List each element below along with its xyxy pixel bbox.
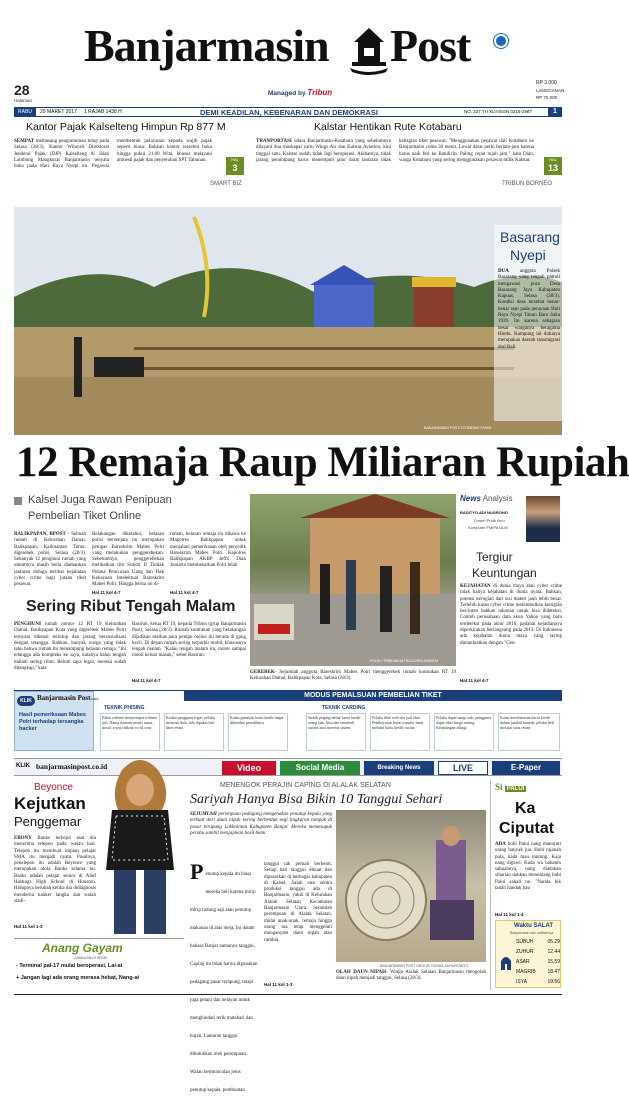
anang-line-2: + Jangan lagi ada orang merasa hebat, Nang-ai xyxy=(16,975,140,981)
sidebar-jump[interactable]: Hal 11 kol 1-4 xyxy=(495,912,524,917)
teaser-1-title[interactable]: Kantor Pajak Kalselteng Himpun Rp 877 M xyxy=(26,121,226,133)
feature-body: anggota Polsek Basarang yang tengah patroli mengawasi pura Desa Basarang Jaya Kabupaten Kapuas, Selasa (28/3). Kondisi desa tersebut benar-benar sepi pada perayaan Hari Raya Nyepi Tahun Baru Saka 1939. Ini karena sebagian besar warganya beragama Hindu. Kampung ini dulunya merupakan daerah tansmigrasi dari Bali. xyxy=(498,269,560,350)
analysis-label-analysis: Analysis xyxy=(482,494,513,503)
bottom-deck-text: perempuan pedagang mengenakan penutup kepala yang terbuat dari daun nipah kering berbentuk segi lingkaran tampak di pasar terapung Lokbaintan Kabupaten Banjar. Mereka memesapuk perahu sambil menjajakan hasil bumi. xyxy=(190,812,333,836)
tabs-bar-klik: KLIK xyxy=(16,763,30,769)
teaser-2-rubric: TRIBUN BORNEO xyxy=(502,181,553,187)
klik-site xyxy=(37,694,99,702)
main-story-col-1-text: - Sebuah rumah di Kelurahan Damai, Balikpapan, Kalimantan Timur, digerebek polisi, Selasa (28/3). Sebanyak 12 penghuni rumah yang umumnya masih belia diamankan lantaran diduga terlibat kejahatan cyber crime bagi jutaan tiket pesawat. xyxy=(14,532,86,588)
center-photo-scene xyxy=(250,494,456,666)
celebrity-photo xyxy=(92,750,188,938)
infographic-title: MODUS PEMALSUAN PEMBELIAN TIKET xyxy=(184,691,562,701)
prayer-time: 18.47 xyxy=(547,969,560,975)
analysis-label xyxy=(460,494,512,503)
celebrity-name: Beyonce xyxy=(34,782,73,793)
sidebar-text xyxy=(495,842,561,908)
anang-title: Anang Gayam xyxy=(42,941,123,955)
feature-credit: BANJARMASIN POST/ ISTIMEWA/ FAHMI xyxy=(424,426,492,430)
prayer-times xyxy=(495,920,561,988)
step-6: Pelaku dapat uang cash, pengguna dapat tiket harga miring. Keuntungan dibagi xyxy=(434,713,494,751)
bottom-story xyxy=(190,780,486,1093)
prayer-time: 12.44 xyxy=(547,949,560,955)
kicker-square-icon xyxy=(14,497,22,505)
center-photo-credit: POLRI / TRIBUN/KALTIM.CO/RELAYBATAI xyxy=(370,659,438,663)
sub-story-col-2 xyxy=(132,622,246,674)
step-5: Pelaku tiket web site jual tiket. Pembayaran lewat transfer bank melalui kartu kredit curian xyxy=(370,713,430,751)
bottom-caption-text: - Warga Alalak Selatan Banjarmasin mengolah daun nipah menjadi tanggui, Selasa (28/3). xyxy=(336,970,486,982)
teaser-2-text: udara Banjarmasin-Kotabaru yang sebelumnya dilayani dua maskapai yaitu Wings Air dan Kalstar Aviation, kini tinggal satu. Kalstar sudah tidak lagi beroperasi. Akibatnya, tidak jarang penumpang harus menempuh jalur darat lantaran tidak kebagian tiket pesawat. "Menggunakan pesawat dari Kotabaru ke Banjarmasin cuma 30 menit. Lewat darat perlu berjam-jam karena harus naik feri ke Batulicin. Paling cepat tujuh jam," kata Dian, warga Kotabaru yang sering menggunakan pesawat milik Kalstar. xyxy=(256,139,534,163)
kicker-block xyxy=(14,494,246,528)
center-photo xyxy=(250,494,456,666)
main-story-col-2-jump[interactable]: Hal 11 kol 4-7 xyxy=(92,590,121,595)
prayer-time: 05.29 xyxy=(547,939,560,945)
kicker-2: Pembelian Tiket Online xyxy=(28,510,142,522)
klik-badge: KLIK xyxy=(17,696,35,706)
teaser-2-hal-number: 13 xyxy=(547,163,558,173)
teaser-1-rubric: SMART BIZ xyxy=(210,181,242,187)
sub-story-text-2: Basirun, ketua RT 19, kepada Tribun (grup Banjarmasin Post), Selasa (28/3). Rumah kontrakan yang belakangan dijadikan markas para penipu online itu berada di gang kecil. Di depan rumah sering terparkir mobil, khususnya tengah malam. "Kalau tengah malam itu, motor sampai mobil keluar masuk," sebut Basirun. xyxy=(132,622,246,659)
bottom-deck xyxy=(190,812,332,854)
subscription-price: RP 75.000 xyxy=(536,95,558,100)
edition-badge: 1 xyxy=(548,107,562,117)
logo-house-icon xyxy=(350,28,388,74)
feature-heading-1: Basarang xyxy=(500,229,560,245)
teaser-1[interactable] xyxy=(14,121,254,199)
bottom-col-1-text: enutup kepala itu biasa mereka beli karena mirip mirip tudung saji atau penutup makanan di atas meja. Ini dalam bahasa Banjar namanya tanggui. Caping itu tidak hanya digunakan pedagang pasar terapung, tetapi juga petani dan nelayan untuk menghindari terik matahari dan hujan. Lantaran tanggui dibutuhkan oleh perempuan. Walau bermunculan jenis penutup kepala, pembuatan xyxy=(190,872,258,1093)
klik-site-domain: com xyxy=(90,696,99,701)
analysis-label-news: News xyxy=(460,494,481,503)
tab-video[interactable]: Video xyxy=(222,761,276,775)
day-badge: RABU xyxy=(14,107,36,117)
main-story-col-3-jump[interactable]: Hal 11 kol 4-7 xyxy=(170,590,199,595)
analysis-lead: KEJAHATAN xyxy=(460,584,491,589)
prayer-time: 19.56 xyxy=(547,979,560,985)
sidebar-body: hobi Palui nang manuruti urang banyak jua. Hubi rajanah pula, kada mau tuntung. Kaja nang digawi. Kada wa babanin sahuahnya, nang diadakan siharian dahkan menuntang hubi Palui sakali ne. "Nanda bik tanah handak bau xyxy=(495,842,561,892)
teaser-2-hal-label: HAL xyxy=(549,157,557,162)
teaser-1-body xyxy=(14,139,212,195)
bottom-col-2-text: tanggui tak pernah berhenti. Setiap hari tanggui dibuat dan dipasarkan di berbagai kabupaten di Kalsel. Salah satu sentra produksi tanggui ada di Banjarmasin, yakni di Kelurahan Alalak Selatan Kecamatan Banjarmasin Utara. Sejumlah perempuan di Alalak Selatan, mulai anak-anak, remaja hingga orang tua tetap menggeluti menganyam daun nipah atau rumbia xyxy=(264,862,332,943)
teaser-2-title[interactable]: Kalstar Hentikan Rute Kotabaru xyxy=(314,121,462,133)
analyst-role-1: Dosen Prodi Ilmu xyxy=(474,518,505,523)
main-headline[interactable]: 12 Remaja Raup Miliaran Rupiah xyxy=(16,439,629,486)
analysis-jump[interactable]: Hal 11 kol 4-7 xyxy=(460,678,489,683)
managed-by-label: Managed by xyxy=(268,90,306,97)
sidebar xyxy=(490,780,562,990)
teaser-2[interactable] xyxy=(256,121,562,199)
sidebar-brand-palui: PALUI xyxy=(506,786,525,792)
sidebar-brand-si: Si xyxy=(495,782,503,792)
tab-phising: TEKNIK PHISING xyxy=(104,705,145,711)
analysis-text xyxy=(460,584,562,674)
main-story-col-3 xyxy=(170,532,246,588)
sub-story xyxy=(14,598,246,690)
feature-heading-2: Nyepi xyxy=(510,247,546,263)
prayer-name: ASAR xyxy=(516,959,530,965)
infographic xyxy=(14,690,562,756)
teaser-2-lead: TRANPORTASI xyxy=(256,139,292,144)
tab-epaper[interactable]: E-Paper xyxy=(492,761,560,775)
teaser-1-hal-number: 3 xyxy=(232,163,238,173)
page-number: 28 xyxy=(14,82,30,98)
celebrity-lead: EBONY xyxy=(14,836,32,841)
celebrity-jump[interactable]: Hal 11 kol 1-3 xyxy=(14,924,43,929)
prayer-row xyxy=(516,957,560,967)
kicker-1: Kalsel Juga Rawan Penipuan xyxy=(28,494,172,506)
bottom-photo xyxy=(336,810,486,962)
prayer-row xyxy=(516,937,560,947)
main-story-col-2 xyxy=(92,532,164,596)
bottom-caption-lead: OLAH DAUN NIPAH xyxy=(336,970,387,975)
tab-live[interactable]: LIVE xyxy=(438,761,488,775)
bottom-deck-lead: SEJUMLAH xyxy=(190,812,217,817)
anang-line-1: - Terminal pal-17 mulai beroperasi, Lai-ai xyxy=(16,963,123,969)
sub-story-lead: PENGHUNI xyxy=(14,622,41,627)
anang-gayam xyxy=(14,938,184,990)
sub-story-col-1 xyxy=(14,622,126,682)
main-story-lead: BALIKPAPAN, BPOST xyxy=(14,532,66,537)
klik-box[interactable] xyxy=(14,691,99,751)
main-story-col-2-text: Belakangan diketahui, belasan polisi bersenjata itu merupakan petugas Bareskrim Mabes Polri yang melakukan penggerebekan. Sebelumnya, penggerebekan melibatkan tim Subdit II Tindak Pidana Pencucian Uang dan Hak Kekayaan Intelektual Bareskrim Mabes Polri. Hingga berita ini di- xyxy=(92,532,164,588)
prayer-row xyxy=(516,977,560,987)
issue-number: NO. 237 TH XLVIISSN 0215-2987 xyxy=(464,109,532,114)
analysis-block xyxy=(460,494,562,690)
prayer-time: 15.59 xyxy=(547,959,560,965)
analyst-avatar xyxy=(526,496,560,542)
feature-photo xyxy=(14,207,562,435)
sub-story-headline[interactable]: Sering Ribut Tengah Malam xyxy=(26,598,236,615)
main-story-col-1 xyxy=(14,532,86,596)
klik-site-name: Banjarmasin Post xyxy=(37,694,91,702)
masthead-title-left: Banjarmasin xyxy=(84,20,329,71)
celebrity-title-2[interactable]: Penggemar xyxy=(14,814,82,829)
sidebar-headline-2[interactable]: Ciputat xyxy=(499,820,555,837)
prayer-name: ISYA xyxy=(516,979,528,985)
tab-social-media[interactable]: Social Media xyxy=(280,761,360,775)
step-4: Sudah pegang daftar kartu kredit orang lain, bisa dan membeli sistem atau meretas sistem xyxy=(306,713,366,751)
teaser-2-hal xyxy=(544,157,562,175)
sidebar-headline-1[interactable]: Ka xyxy=(515,800,536,817)
celebrity-body: Banks terkejut saat dia menerima telepon pada waktu hari. Telepon itu membuat impian pelajar SMA itu menjadi nyata. Pasalnya, penelepon itu adalah Beyonce yang merupakan idola Banks selama ini. Banks adalah pelajar senior di Alief Hastings High School di Houston. Hidupnya berubah ketika dia didiagnosis menderita kanker langka dan sudah stadi- xyxy=(14,836,96,904)
page-label: Halaman xyxy=(14,98,33,103)
teaser-1-lead: SEMPAT xyxy=(14,139,35,144)
page-bottom-rule xyxy=(14,994,562,995)
bottom-jump[interactable]: Hal 11 kol 1-3 xyxy=(264,982,293,987)
sub-story-jump[interactable]: Hal 11 kol 4-7 xyxy=(132,678,161,683)
step-2: Ketika pengguna login, pelaku mencuri data, lalu dipakai beli tiket resmi xyxy=(164,713,224,751)
feature-lead: DUA xyxy=(498,269,509,274)
date: 29 MARET 2017 xyxy=(40,109,77,115)
sidebar-lead: ADA xyxy=(495,842,506,847)
analysis-body: di dunia maya atau cyber crime tidak hanya kejahatan di dunia nyata. Bahkan, potensi kerugian dari sisi materi jauh lebih besar. Terlebih kasus cyber crime menimbulkan kerugian ber-lutan bahkan tahunan untuk bisa dideteksi. Contoh perusahaan data akun Yahoo yang baru terdeteksi pada akhir 2016, padahal kejadiannya diperkirakan berlangsung pada 2013. Di Indonesia ada kejahatan dunia maya yang sering dimanfaatkan dengan "Gen- xyxy=(460,584,563,646)
bottom-headline[interactable]: Sariyah Hanya Bisa Bikin 10 Tanggui Sehari xyxy=(190,792,443,807)
analyst-name: RADITYO ADI NUGROHO xyxy=(460,510,508,515)
celebrity-block xyxy=(14,780,184,936)
analysis-headline-1[interactable]: Tergiur xyxy=(476,550,513,564)
masthead-title-right: Post xyxy=(390,20,471,71)
prayer-name: MAGRIB xyxy=(516,969,536,975)
bottom-col-2 xyxy=(264,862,332,978)
masthead xyxy=(0,0,575,117)
prayer-subtitle: Banjarmasin dan sekitarnya xyxy=(510,931,554,935)
center-caption-lead: GEREBEK xyxy=(250,670,275,675)
analyst-role-2: Komputer FMIPA ULM xyxy=(468,525,508,530)
celebrity-text xyxy=(14,836,96,920)
analysis-headline-2[interactable]: Keuntungan xyxy=(472,566,537,580)
price: RP 3.000 xyxy=(536,80,557,86)
anang-subtitle: CANDUAN DI SESEI xyxy=(74,956,108,960)
tribun-globe-icon xyxy=(494,34,508,48)
main-story-col-3-text: rumah, belasan remaja itu dibawa ke Mapolres Balikpapan untuk menjalani pemeriksaan oleh penyidik Bareskrim Mabes Polri. Kapolres Balikpapan AKBP Jeffri Dian Juniarta membenarkan Polri telah xyxy=(170,532,246,569)
prayer-row xyxy=(516,967,560,977)
hijri-date: 1 RAJAB 1438 H xyxy=(84,109,122,115)
prayer-name: ZUHUR xyxy=(516,949,534,955)
klik-teaser: Hasil pemeriksaan Mabes Polri terhadap tersangka hacker xyxy=(19,712,86,732)
step-3: Kalau gunakan kartu kredit tanpa diketahui pemiliknya xyxy=(228,713,288,751)
center-caption-text: - Sejumlah anggota Bareskrim Mabes Polri menggerebek rumah kontrakan RT 19 Kelurahan Damai, Balikpapan Kota, Selasa (28/3). xyxy=(250,670,456,682)
teaser-1-hal xyxy=(226,157,244,175)
infographic-steps xyxy=(100,705,562,753)
bottom-drop-cap: P xyxy=(190,859,204,884)
main-story xyxy=(14,532,246,596)
step-7: Kalau keterbatasan kartu kredit dalam jumlah banyak, pelaku beli melalui situs resmi xyxy=(498,713,560,751)
managed-by xyxy=(268,88,332,97)
sub-story-text-1: rumah nomor 12 RT 19 Kelurahan Damai, Balikpapan Kota yang digerebek Mabes Polri ternyata dikenal tertutup dan jarang bersosialisasi dengan tetangga. Bahkan, banyak warga yang tidak tahu bahwa rumah itu menampung belasan remaja. "Ini tetangga ada kompleks ke saya, katanya kalau tengah malam sering ribut. Belum saya tegur, mereka sudah ditangkap," kata xyxy=(14,622,126,672)
mosque-icon xyxy=(499,951,513,971)
celebrity-title-1[interactable]: Kejutkan xyxy=(14,794,86,813)
teaser-1-hal-label: HAL xyxy=(231,157,239,162)
center-photo-caption xyxy=(250,670,456,686)
bottom-photo-credit: BANJARMASIN POST GROUP/ DONNA SUHARTANTO xyxy=(380,964,469,968)
sidebar-brand xyxy=(495,782,526,792)
tab-breaking-news[interactable]: Breaking News xyxy=(364,761,434,775)
bottom-caption xyxy=(336,970,486,986)
teaser-2-body xyxy=(256,139,534,195)
feature-photo-scene xyxy=(14,207,562,435)
managed-brand: Tribun xyxy=(307,88,333,97)
motto: DEMI KEADILAN, KEBENARAN DAN DEMOKRASI xyxy=(200,108,378,117)
prayer-title: Waktu SALAT xyxy=(514,923,553,929)
prayer-row xyxy=(516,947,560,957)
teaser-1-text: memasang pengumuman tutup pada Selasa (28/3), Kantor Wilayah Direktorat Jenderal Pajak (DJP) Kalselteng di Jalan Lambung Mangkurat Banjarmasin tenyata buka pada Hari Raya Nyepi itu. Pegawai membentuk pelayanan kepada wajib pajak seperti biasa. Bahkan kantor tersebut buka hingga pukul 21.00 Wita, khusus melayani amnesti pajak dan penyerahan SPT Tahunan. xyxy=(14,139,212,170)
tab-carding: TEKNIK CARDING xyxy=(322,705,366,711)
bottom-col-1 xyxy=(190,859,258,1093)
tabs-bar-site[interactable]: banjarmasinpost.co.id xyxy=(36,762,108,771)
step-1: Bikin website menyerupai website asli. Nama domain nyaris sama, misal: www.citilink-co-id.com xyxy=(100,713,160,751)
subscription-label: LANGGANAN xyxy=(536,88,565,93)
feature-text xyxy=(498,269,560,417)
prayer-name: SUBUH xyxy=(516,939,534,945)
bottom-kicker: MENENGOK PERAJIN CAPING DI ALALAK SELATAN xyxy=(220,782,391,789)
prayer-list xyxy=(516,937,560,987)
